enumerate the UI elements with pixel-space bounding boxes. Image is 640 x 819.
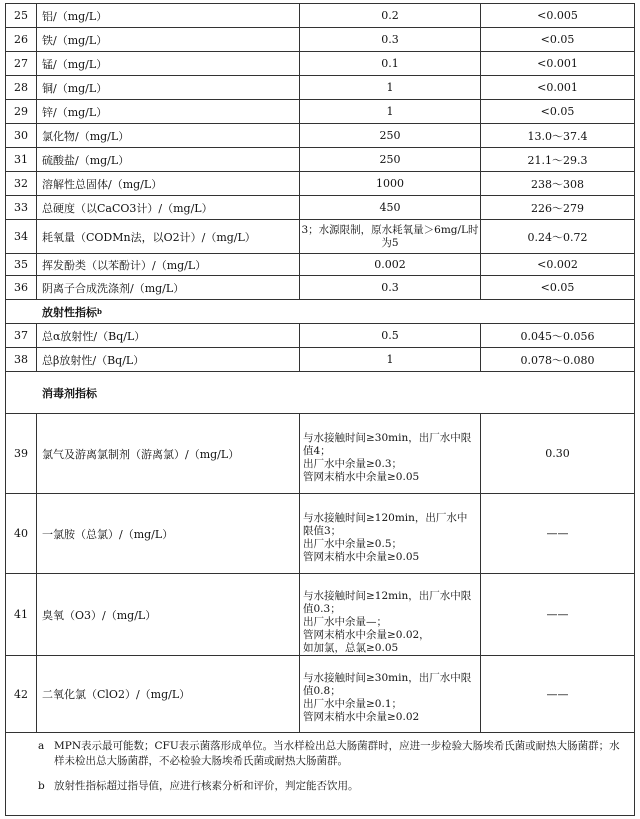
table-row <box>6 574 634 656</box>
table-row <box>6 124 634 148</box>
table-row <box>6 196 634 220</box>
measured-value: 226～279 <box>531 201 584 215</box>
limit-value: 1 <box>300 76 481 99</box>
limit-value: 0.1 <box>300 52 481 75</box>
section-header-radioactivity <box>6 300 634 324</box>
limit-value: 与水接触时间≥30min，出厂水中限值4； 出厂水中余量≥0.3； 管网末梢水中余量≥0.05 <box>300 414 481 493</box>
item-name: 硫酸盐/（mg/L） <box>37 148 300 171</box>
table-row <box>6 494 634 574</box>
limit-value: 0.002 <box>300 254 481 275</box>
row-number: 30 <box>6 124 37 147</box>
row-number: 25 <box>6 4 37 27</box>
section-title: 消毒剂指标 <box>42 386 97 400</box>
item-name: 阴离子合成洗涤剂/（mg/L） <box>37 276 300 299</box>
table-row <box>6 148 634 172</box>
limit-value: 1 <box>300 100 481 123</box>
row-number: 36 <box>6 276 37 299</box>
measured-value: 238～308 <box>531 177 584 191</box>
limit-value: 0.5 <box>300 324 481 347</box>
measured-value: <0.001 <box>537 81 578 94</box>
measured-value: <0.05 <box>540 105 575 118</box>
item-name: 臭氧（O3）/（mg/L） <box>37 574 300 655</box>
limit-value: 0.2 <box>300 4 481 27</box>
footnote-b: b 放射性指标超过指导值，应进行核素分析和评价，判定能否饮用。 <box>38 780 359 792</box>
table-row <box>6 254 634 276</box>
limit-value: 1 <box>300 348 481 371</box>
measured-value: 21.1～29.3 <box>527 153 588 167</box>
measured-value: 0.30 <box>545 447 570 460</box>
limit-value: 1000 <box>300 172 481 195</box>
limit-value: 0.3 <box>300 28 481 51</box>
measured-value: <0.002 <box>537 258 578 271</box>
row-number: 33 <box>6 196 37 219</box>
table-row <box>6 52 634 76</box>
item-name: 铜/（mg/L） <box>37 76 300 99</box>
row-number: 28 <box>6 76 37 99</box>
table-row <box>6 220 634 254</box>
item-name: 铝/（mg/L） <box>37 4 300 27</box>
item-name: 氯气及游离氯制剂（游离氯）/（mg/L） <box>37 414 300 493</box>
table-row <box>6 76 634 100</box>
table-row <box>6 656 634 733</box>
section-header-disinfectant <box>6 372 634 414</box>
measured-value: 13.0～37.4 <box>527 129 588 143</box>
limit-value: 250 <box>300 148 481 171</box>
footnote-a: a MPN表示最可能数；CFU表示菌落形成单位。当水样检出总大肠菌群时，应进一步检验大肠埃希氏菌或耐热大肠菌群；水样未检出总大肠菌群，不必检验大肠埃希氏菌或耐热大肠菌群。 <box>38 740 620 767</box>
water-quality-table <box>5 3 635 816</box>
table-row <box>6 172 634 196</box>
measured-value: 0.24～0.72 <box>527 230 588 244</box>
item-name: 溶解性总固体/（mg/L） <box>37 172 300 195</box>
measured-value: —— <box>546 687 569 701</box>
measured-value: —— <box>546 527 569 540</box>
item-name: 总β放射性/（Bq/L） <box>37 348 300 371</box>
measured-value: <0.001 <box>537 57 578 70</box>
row-number: 40 <box>6 494 37 573</box>
table-row <box>6 4 634 28</box>
item-name: 总α放射性/（Bq/L） <box>37 324 300 347</box>
item-name: 总硬度（以CaCO3计）/（mg/L） <box>37 196 300 219</box>
row-number: 32 <box>6 172 37 195</box>
limit-value: 与水接触时间≥120min，出厂水中限值3； 出厂水中余量≥0.5； 管网末梢水中余量≥0.05 <box>300 494 481 573</box>
measured-value: <0.005 <box>537 9 578 22</box>
section-title: 放射性指标 b <box>42 305 102 319</box>
limit-value: 250 <box>300 124 481 147</box>
measured-value: <0.05 <box>540 33 575 46</box>
table-row <box>6 414 634 494</box>
row-number: 34 <box>6 220 37 253</box>
row-number: 35 <box>6 254 37 275</box>
measured-value: —— <box>546 608 569 621</box>
item-name: 二氧化氯（ClO2）/（mg/L） <box>37 656 300 732</box>
limit-value: 0.3 <box>300 276 481 299</box>
measured-value: 0.078～0.080 <box>520 353 595 367</box>
item-name: 锌/（mg/L） <box>37 100 300 123</box>
footnotes <box>6 733 634 815</box>
limit-value: 与水接触时间≥30min，出厂水中限值0.8； 出厂水中余量≥0.1； 管网末梢水中余量≥0.02 <box>300 656 481 732</box>
item-name: 氯化物/（mg/L） <box>37 124 300 147</box>
limit-value: 450 <box>300 196 481 219</box>
item-name: 一氯胺（总氯）/（mg/L） <box>37 494 300 573</box>
table-row <box>6 348 634 372</box>
row-number: 29 <box>6 100 37 123</box>
item-name: 挥发酚类（以苯酚计）/（mg/L） <box>37 254 300 275</box>
row-number: 42 <box>6 656 37 732</box>
row-number: 39 <box>6 414 37 493</box>
row-number: 37 <box>6 324 37 347</box>
table-row <box>6 324 634 348</box>
row-number: 26 <box>6 28 37 51</box>
item-name: 铁/（mg/L） <box>37 28 300 51</box>
limit-value: 与水接触时间≥12min，出厂水中限值0.3； 出厂水中余量—； 管网末梢水中余量≥0.02， 如加氯，总氯≥0.05 <box>300 574 481 655</box>
row-number: 41 <box>6 574 37 655</box>
row-number: 31 <box>6 148 37 171</box>
table-row <box>6 276 634 300</box>
measured-value: <0.05 <box>540 281 575 294</box>
table-row <box>6 28 634 52</box>
table-row <box>6 100 634 124</box>
item-name: 耗氧量（CODMn法，以O2计）/（mg/L） <box>37 220 300 253</box>
row-number: 38 <box>6 348 37 371</box>
item-name: 锰/（mg/L） <box>37 52 300 75</box>
measured-value: 0.045～0.056 <box>520 329 595 343</box>
limit-value: 3；水源限制，原水耗氧量＞6mg/L时为5 <box>300 220 481 253</box>
row-number: 27 <box>6 52 37 75</box>
